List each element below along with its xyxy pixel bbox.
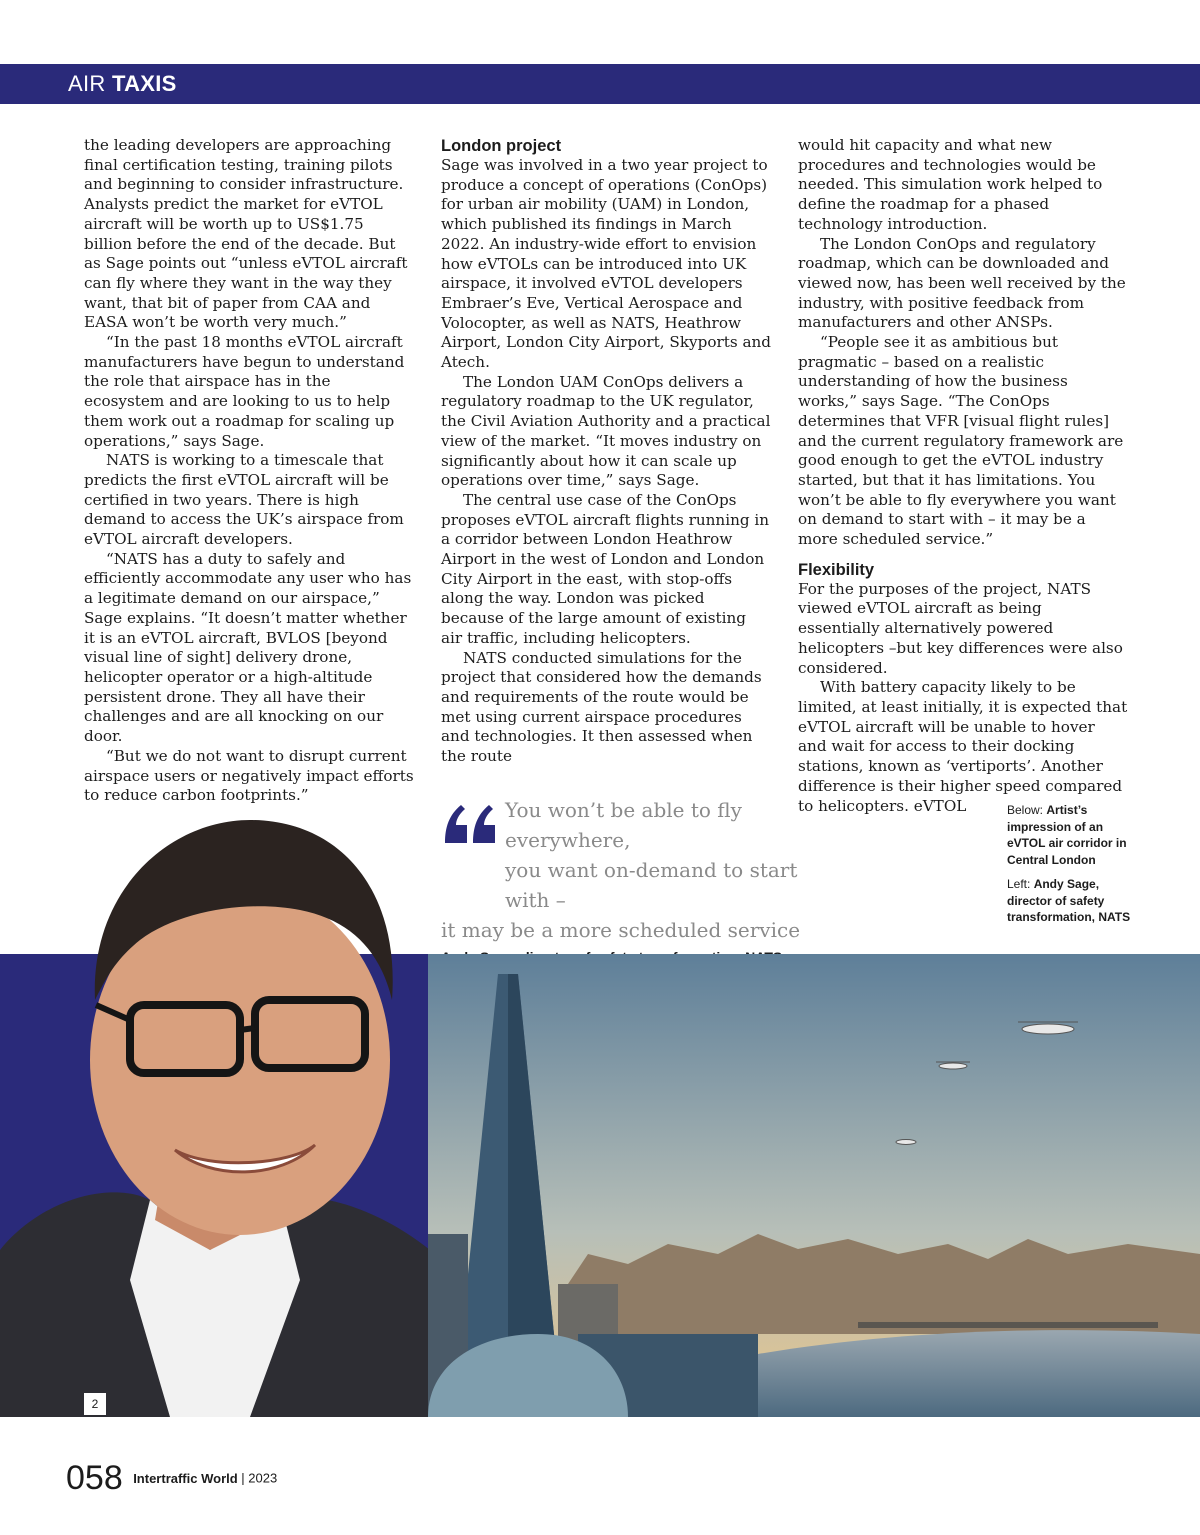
paragraph: For the purposes of the project, NATS viewed eVTOL aircraft as being essentially alternatively powered helicopters –but key differences were also considered. bbox=[798, 579, 1123, 677]
issue-year: 2023 bbox=[248, 1470, 278, 1486]
paragraph: would hit capacity and what new procedures and technologies would be needed. This simulation work helped to define the roadmap for a phased technology introduction. bbox=[798, 136, 1103, 233]
paragraph: “In the past 18 months eVTOL aircraft manufacturers have begun to understand the role that airspace has in the ecosystem and are looking to us to help them work out a roadmap for scaling up operations,” says Sage. bbox=[84, 333, 405, 450]
caption-left-prefix: Left: bbox=[1007, 877, 1034, 891]
section-title-light: AIR bbox=[68, 71, 106, 96]
paragraph: The London ConOps and regulatory roadmap, which can be downloaded and viewed now, has been well received by the industry, with positive feedback from manufacturers and other ANSPs. bbox=[798, 234, 1126, 332]
paragraph: Sage was involved in a two year project to produce a concept of operations (ConOps) for urban air mobility (UAM) in London, which published its findings in March 2022. An industry-wide effort to envision how eVTOLs can be introduced into UK airspace, it involved eVTOL developers Embraer’s Eve, Vertical Aerospace and Volocopter, as well as NATS, Heathrow Airport, London City Airport, Skyports and Atech. bbox=[441, 156, 772, 372]
footer-separator: | bbox=[237, 1470, 249, 1486]
image-captions bbox=[1007, 802, 1137, 934]
section-title-bold: TAXIS bbox=[112, 71, 177, 96]
article-column-3 bbox=[798, 136, 1128, 816]
portrait-photo bbox=[0, 780, 430, 1417]
paragraph: NATS conducted simulations for the project that considered how the demands and requirements of the route would be met using current airspace procedures and technologies. It then assessed when the route bbox=[441, 648, 762, 766]
subheading-flexibility: Flexibility bbox=[798, 560, 875, 579]
pull-quote bbox=[441, 795, 841, 965]
paragraph: “NATS has a duty to safely and efficiently accommodate any user who has a legitimate demand on our airspace,” Sage explains. “It doesn’t matter whether it is an eVTOL aircraft, BVLOS [beyond visual line of sight] delivery drone, helicopter operator or a high-altitude persistent drone. They all have their challenges and are all knocking on our door. bbox=[84, 549, 412, 746]
caption-below bbox=[1007, 802, 1137, 868]
london-skyline-photo bbox=[428, 954, 1200, 1417]
article-column-2 bbox=[441, 136, 771, 767]
section-title bbox=[68, 68, 177, 100]
page-number: 058 bbox=[66, 1459, 123, 1497]
article-column-1 bbox=[84, 136, 414, 806]
quote-mark-icon bbox=[441, 797, 501, 847]
caption-left bbox=[1007, 876, 1137, 926]
magazine-name: Intertraffic World bbox=[133, 1470, 238, 1486]
subheading-london-project: London project bbox=[441, 137, 562, 155]
quote-line-2: you want on-demand to start with – bbox=[505, 858, 798, 912]
paragraph: The London UAM ConOps delivers a regulatory roadmap to the UK regulator, the Civil Aviation Authority and a practical view of the market. “It moves industry on significantly about how it can scale up operations over time,” says Sage. bbox=[441, 372, 771, 490]
caption-below-prefix: Below: bbox=[1007, 803, 1047, 817]
paragraph: “People see it as ambitious but pragmatic – based on a realistic understanding of how the business works,” says Sage. “The ConOps determines that VFR [visual flight rules] and the current regulatory framework are good enough to get the eVTOL industry started, but that it has limitations. You won’t be able to fly everywhere you want on demand to start with – it may be a more scheduled service.” bbox=[798, 333, 1124, 549]
quote-line-1: You won’t be able to fly everywhere, bbox=[505, 798, 742, 852]
paragraph: With battery capacity likely to be limited, at least initially, it is expected that eVTOL aircraft will be unable to hover and wait for access to their docking stations, known as ‘vertiports’. Another difference is their higher speed compared to helicopters. eVTOL bbox=[798, 678, 1128, 815]
caption-left-text: Andy Sage, director of safety transformation, NATS bbox=[1007, 877, 1131, 924]
paragraph: The central use case of the ConOps proposes eVTOL aircraft flights running in a corridor between London Heathrow Airport in the west of London and London City Airport in the east, with stop-offs along the way. London was picked because of the large amount of existing air traffic, including helicopters. bbox=[441, 490, 770, 647]
section-header-bar bbox=[0, 64, 1200, 104]
paragraph: NATS is working to a timescale that predicts the first eVTOL aircraft will be certified in two years. There is high demand to access the UK’s airspace from eVTOL aircraft developers. bbox=[84, 451, 404, 549]
paragraph: “But we do not want to disrupt current airspace users or negatively impact efforts to reduce carbon footprints.” bbox=[84, 746, 414, 805]
paragraph: the leading developers are approaching final certification testing, training pilots and beginning to consider infrastructure. Analysts predict the market for eVTOL aircraft will be worth up to US$1.75 billion before the end of the decade. But as Sage points out “unless eVTOL aircraft can fly where they want in the way they want, that bit of paper from CAA and EASA won’t be worth very much.” bbox=[84, 136, 408, 332]
caption-below-text: Artist’s impression of an eVTOL air corridor in Central London bbox=[1007, 803, 1127, 867]
page-footer bbox=[66, 1458, 277, 1498]
image-number-label: 2 bbox=[84, 1393, 106, 1415]
quote-line-3: it may be a more scheduled service bbox=[441, 918, 801, 942]
